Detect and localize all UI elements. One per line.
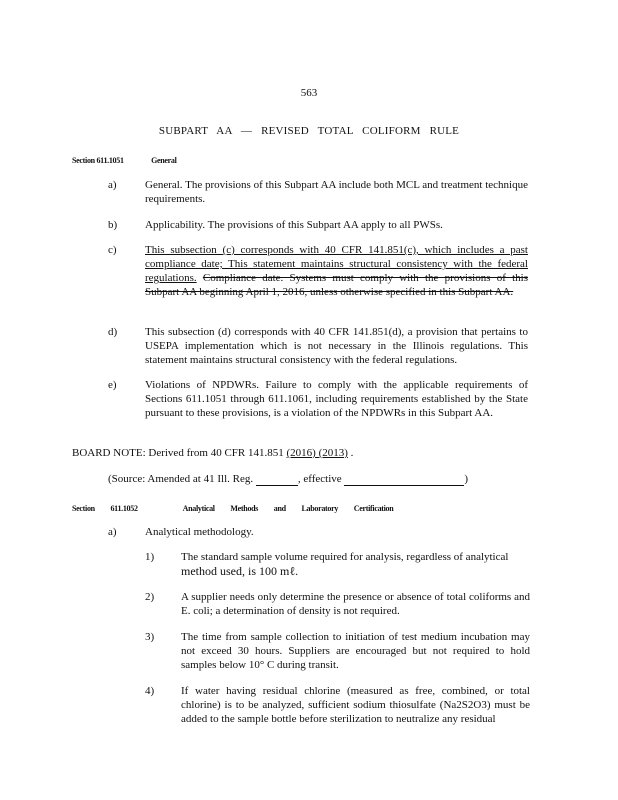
item-label: 2)	[145, 591, 155, 603]
item-text: Violations of NPDWRs. Failure to comply with the applicable requirements of Sections 611.1051 through 611.1061, including requirements established by the State pursuant to these provisions, is a violation of the NPDWRs in this Subpart AA.	[145, 379, 528, 419]
source-effective: , effective	[297, 473, 342, 485]
list-item	[145, 550, 530, 580]
list-item	[108, 325, 528, 369]
list-item	[145, 684, 530, 728]
item-label: e)	[108, 379, 117, 391]
section-number: Section 611.1051	[72, 156, 124, 165]
list-item	[108, 525, 528, 541]
item-label: a)	[108, 526, 117, 538]
item-text: The standard sample volume required for analysis, regardless of analytical	[181, 551, 509, 563]
item-label: b)	[108, 219, 118, 231]
source-close: )	[464, 473, 469, 485]
item-text: General. The provisions of this Subpart AA include both MCL and treatment technique requirements.	[145, 179, 528, 205]
effective-date-blank	[344, 474, 464, 486]
subpart-title: SUBPART AA — REVISED TOTAL COLIFORM RULE	[158, 125, 460, 137]
section-heading-1052	[72, 502, 393, 516]
board-note-text: BOARD NOTE: Derived from 40 CFR 141.851	[72, 447, 284, 459]
item-text: A supplier needs only determine the presence or absence of total coliforms and E. coli; a determination of density is not required.	[181, 591, 530, 617]
section-name: General	[151, 156, 177, 165]
item-text: Applicability. The provisions of this Subpart AA apply to all PWSs.	[145, 219, 443, 231]
section-heading-1051	[72, 154, 177, 168]
section-name: Analytical Methods and Laboratory Certification	[182, 504, 394, 513]
item-text-continued: method used, is 100 mℓ.	[181, 564, 299, 578]
list-item	[145, 590, 530, 620]
deleted-text: Compliance date. Systems must comply with the provisions of this Subpart AA beginning April 1, 2016, unless otherwise specified in this Subpart AA.	[145, 272, 528, 298]
item-label: d)	[108, 326, 118, 338]
section-number: Section 611.1052	[72, 504, 138, 513]
item-label: 4)	[145, 685, 155, 697]
board-note	[72, 446, 532, 460]
board-note-end: .	[350, 447, 354, 459]
item-text: If water having residual chlorine (measured as free, combined, or total chlorine) is to be analyzed, sufficient sodium thiosulfate (Na2S2O3) must be added to the sample bottle before sterilization to neutralize any residual	[181, 685, 530, 725]
item-label: c)	[108, 244, 117, 256]
list-item	[108, 378, 528, 436]
item-text: This subsection (d) corresponds with 40 CFR 141.851(d), a provision that pertains to USEPA implementation which is not necessary in the Illinois regulations. This statement maintains structural consistency with the federal regulations.	[145, 326, 528, 366]
item-label: a)	[108, 179, 117, 191]
item-text: The time from sample collection to initiation of test medium incubation may not exceed 30 hours. Suppliers are encouraged but not required to hold samples below 10° C during transit.	[181, 631, 530, 671]
list-item	[108, 218, 528, 234]
page-number: 563	[300, 87, 318, 99]
board-note-years: (2016) (2013)	[286, 447, 348, 459]
source-prefix: (Source: Amended at 41 Ill. Reg.	[108, 473, 254, 485]
item-text: Analytical methodology.	[145, 526, 254, 538]
item-label: 3)	[145, 631, 155, 643]
register-page-blank	[256, 474, 298, 486]
item-label: 1)	[145, 551, 155, 563]
list-item	[108, 178, 528, 208]
list-item	[145, 630, 530, 674]
source-note	[108, 472, 528, 486]
list-item	[108, 243, 528, 315]
inserted-text: This subsection (c) corresponds with 40 CFR 141.851(c), which includes a past compliance date; This statement maintains structural consistency with the federal regulations.	[145, 244, 528, 284]
